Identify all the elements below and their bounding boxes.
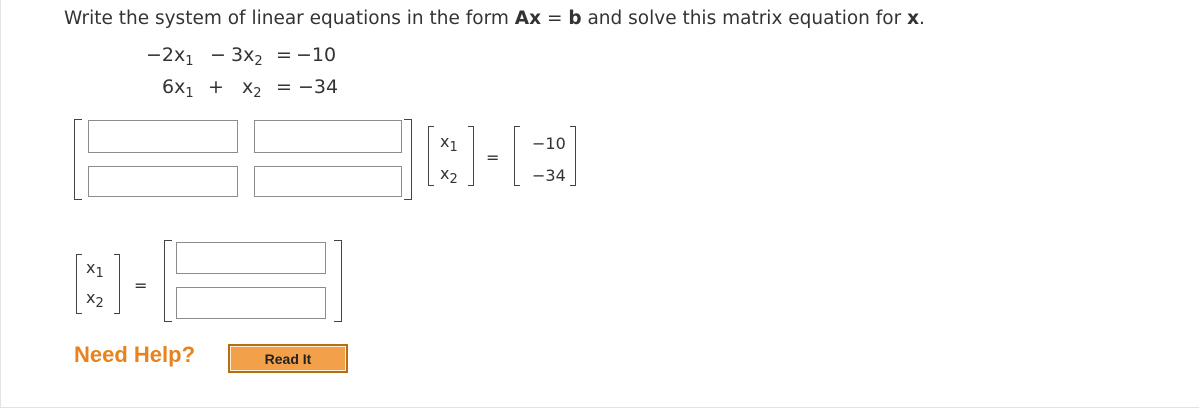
eq2-term1: $6x_1$: [162, 76, 194, 101]
matrix-a-input-r1c1[interactable]: [88, 120, 238, 153]
eq1-rhs: −10: [296, 44, 337, 66]
solution-x-entry-2: $x_2$: [86, 288, 104, 311]
matrix-a-input-r1c2[interactable]: [254, 120, 402, 153]
prompt-vector-b: b: [568, 8, 582, 29]
x-vector-right-bracket: [468, 126, 474, 186]
b-vector-left-bracket: [514, 126, 520, 186]
matrix-equals: =: [486, 148, 500, 167]
eq1-term2: $3x_2$: [231, 44, 263, 69]
eq1-term1: $-2x_1$: [146, 44, 194, 69]
solution-input-x1[interactable]: [176, 242, 326, 274]
matrix-a-right-bracket: [404, 119, 412, 200]
solution-x-entry-1: $x_1$: [86, 258, 104, 281]
prompt-vector-x: x: [529, 8, 542, 29]
b-vector-entry-1: −10: [532, 134, 566, 153]
eq1-equals: =: [276, 44, 292, 66]
matrix-a-input-r2c1[interactable]: [88, 166, 238, 197]
need-help-label: Need Help?: [74, 342, 196, 367]
eq2-equals: =: [276, 76, 292, 98]
question-prompt: [64, 8, 925, 29]
solution-right-bracket: [334, 240, 342, 322]
solution-left-bracket: [164, 240, 172, 322]
eq2-term2: $x_2$: [242, 76, 262, 101]
x-vector-left-bracket: [428, 126, 434, 186]
b-vector-entry-2: −34: [532, 166, 566, 185]
prompt-period: .: [919, 8, 925, 29]
solution-equals: =: [134, 276, 148, 295]
solution-x-left-bracket: [76, 254, 82, 314]
read-it-button[interactable]: Read It: [228, 344, 348, 373]
matrix-a-left-bracket: [74, 119, 82, 200]
eq2-rhs: −34: [298, 76, 339, 98]
b-vector-right-bracket: [570, 126, 576, 186]
matrix-a-input-r2c2[interactable]: [254, 166, 402, 197]
solution-input-x2[interactable]: [176, 287, 326, 319]
prompt-matrix-a: A: [514, 8, 530, 29]
x-vector-entry-2: $x_2$: [440, 164, 458, 187]
solution-x-right-bracket: [114, 254, 120, 314]
x-vector-entry-1: $x_1$: [440, 132, 458, 155]
eq2-operator: +: [208, 76, 224, 98]
prompt-equals: =: [541, 8, 569, 29]
eq1-operator: −: [210, 44, 226, 66]
prompt-text-2: and solve this matrix equation for: [581, 8, 908, 29]
prompt-text: Write the system of linear equations in the form: [64, 8, 515, 29]
prompt-vector-x-2: x: [907, 8, 920, 29]
